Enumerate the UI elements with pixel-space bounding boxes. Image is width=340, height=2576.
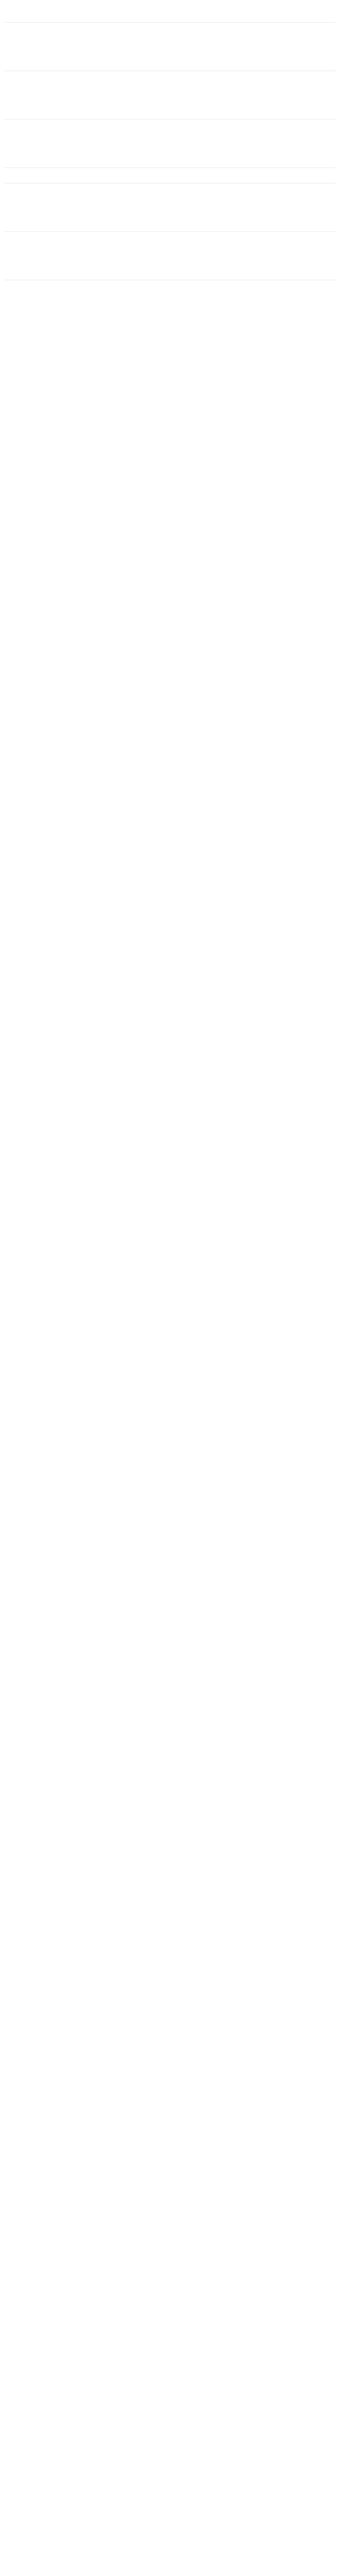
table-row [4, 23, 336, 71]
project-description [101, 71, 256, 119]
row-index [4, 183, 19, 231]
section-header [4, 168, 336, 183]
table-row [4, 183, 336, 232]
project-description [101, 120, 256, 167]
responsible-unit [256, 23, 336, 71]
project-description [101, 183, 256, 231]
row-index [4, 71, 19, 119]
project-name [19, 183, 101, 231]
project-name [19, 23, 101, 71]
responsible-unit [256, 232, 336, 280]
project-table [4, 7, 336, 280]
table-row [4, 232, 336, 280]
project-name [19, 120, 101, 167]
project-name [19, 71, 101, 119]
project-description [101, 23, 256, 71]
project-name [19, 232, 101, 280]
row-index [4, 232, 19, 280]
section-header [4, 7, 336, 23]
responsible-unit [256, 71, 336, 119]
row-index [4, 120, 19, 167]
table-row [4, 71, 336, 120]
responsible-unit [256, 120, 336, 167]
table-row [4, 120, 336, 168]
closing-note [4, 280, 336, 293]
project-description [101, 232, 256, 280]
responsible-unit [256, 183, 336, 231]
row-index [4, 23, 19, 71]
